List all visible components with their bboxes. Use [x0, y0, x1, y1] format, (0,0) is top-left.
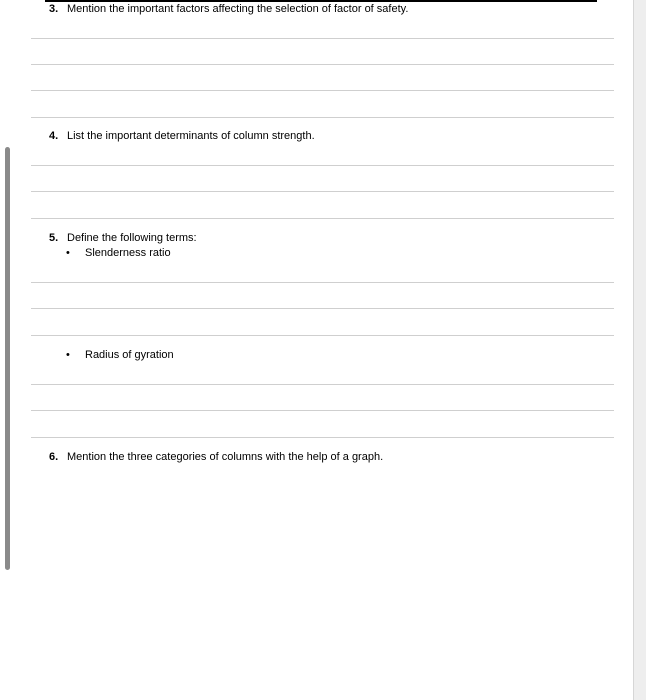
bullet-icon: •	[66, 349, 70, 361]
bullet-text: Slenderness ratio	[85, 247, 171, 259]
answer-line	[31, 410, 614, 411]
answer-line	[31, 384, 614, 385]
question-number: 4.	[49, 130, 59, 142]
question-text: List the important determinants of column strength.	[67, 130, 315, 142]
question-text: Mention the important factors affecting the selection of factor of safety.	[67, 3, 409, 15]
answer-line	[31, 165, 614, 166]
scrollbar[interactable]	[5, 147, 10, 570]
question-number: 3.	[49, 3, 59, 15]
question-6	[49, 451, 383, 463]
answer-line	[31, 437, 614, 438]
bullet-item	[66, 349, 174, 361]
answer-line	[31, 218, 614, 219]
question-number: 5.	[49, 232, 59, 244]
answer-line	[31, 308, 614, 309]
answer-line	[31, 335, 614, 336]
question-5	[49, 232, 197, 244]
question-number: 6.	[49, 451, 59, 463]
top-border-line	[45, 0, 597, 2]
question-text: Mention the three categories of columns with the help of a graph.	[67, 451, 384, 463]
bullet-icon: •	[66, 247, 70, 259]
bullet-item	[66, 247, 171, 259]
answer-line	[31, 38, 614, 39]
answer-line	[31, 64, 614, 65]
answer-line	[31, 282, 614, 283]
question-4	[49, 130, 315, 142]
question-text: Define the following terms:	[67, 232, 197, 244]
answer-line	[31, 90, 614, 91]
question-3	[49, 3, 408, 15]
answer-line	[31, 191, 614, 192]
bullet-text: Radius of gyration	[85, 349, 174, 361]
answer-line	[31, 117, 614, 118]
